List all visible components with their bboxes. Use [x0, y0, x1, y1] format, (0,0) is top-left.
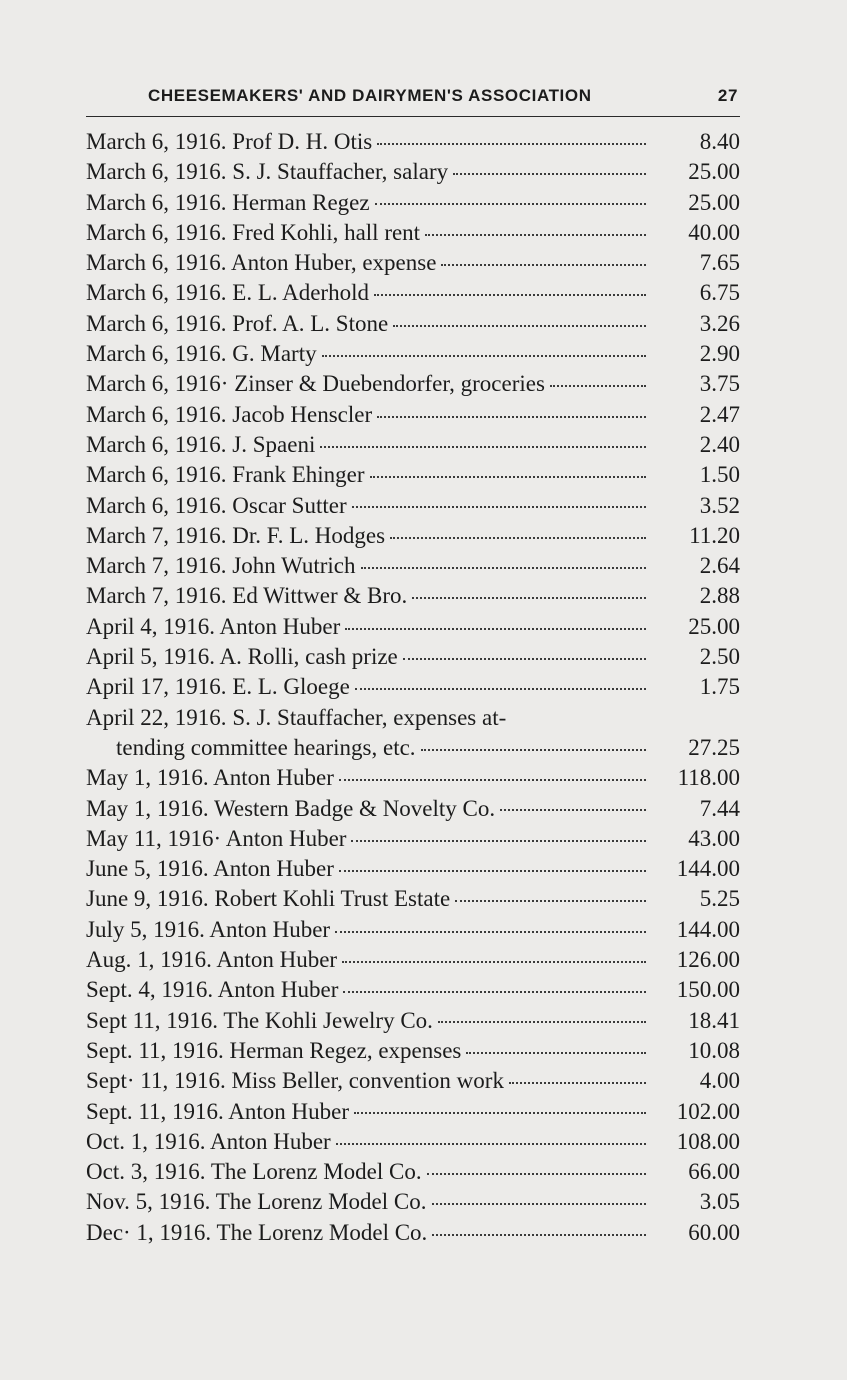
entry-payee: Anton Huber [228, 1098, 350, 1124]
entry-description [86, 1128, 331, 1156]
entry-amount: 3.52 [699, 492, 740, 518]
ledger-entry-line [86, 823, 740, 853]
running-head-title: CHEESEMAKERS' AND DAIRYMEN'S ASSOCIATION [148, 86, 592, 105]
entry-amount: 66.00 [688, 1159, 740, 1185]
dot-leader [466, 1035, 646, 1058]
entry-date: Dec· 1, 1916. [86, 1219, 212, 1245]
entry-amount: 2.90 [699, 341, 740, 367]
entry-date: March 6, 1916. [86, 250, 227, 276]
dot-leader [377, 126, 646, 149]
dot-leader [412, 580, 646, 603]
ledger-entry-line [86, 580, 740, 610]
ledger-entry [86, 823, 740, 853]
ledger-entry-line [86, 883, 740, 913]
ledger-entry-line [86, 641, 740, 671]
entry-date: March 6, 1916. [86, 492, 227, 518]
entry-payee: A. Rolli, cash prize [219, 644, 398, 670]
entry-amount: 3.75 [699, 371, 740, 397]
entry-payee: E. L. Aderhold [232, 280, 369, 306]
entry-amount: 2.88 [699, 583, 740, 609]
entry-payee: Frank Ehinger [232, 462, 365, 488]
entry-description [86, 1067, 504, 1095]
ledger-entry [86, 883, 740, 913]
ledger-entry [86, 338, 740, 368]
entry-payee: Anton Huber [225, 825, 347, 851]
ledger-entry [86, 1035, 740, 1065]
entry-date: April 17, 1916. [86, 674, 227, 700]
entry-payee: Anton Huber, expense [231, 250, 437, 276]
entry-amount: 60.00 [688, 1219, 740, 1245]
entry-continuation: tending committee hearings, etc. [116, 734, 416, 760]
entry-date: April 22, 1916. [86, 704, 227, 730]
entry-amount: 118.00 [677, 765, 740, 791]
entry-amount: 40.00 [688, 219, 740, 245]
entry-payee: Miss Beller, convention work [231, 1068, 504, 1094]
entry-description [86, 916, 330, 944]
entry-description [86, 189, 370, 217]
dot-leader [335, 914, 646, 937]
entry-date: Oct. 1, 1916. [86, 1128, 206, 1154]
entry-payee: The Lorenz Model Co. [216, 1219, 428, 1245]
ledger-entry [86, 187, 740, 217]
entry-amount: 25.00 [688, 613, 740, 639]
ledger-entry [86, 611, 740, 641]
entry-amount: 3.26 [699, 310, 740, 336]
entry-description [86, 764, 334, 792]
dot-leader [339, 853, 646, 876]
dot-leader [453, 156, 646, 179]
entry-payee: Fred Kohli, hall rent [232, 219, 421, 245]
entry-date: Sept. 11, 1916. [86, 1098, 224, 1124]
dot-leader [339, 762, 646, 785]
entry-amount: 144.00 [676, 916, 740, 942]
entry-amount: 5.25 [699, 886, 740, 912]
entry-date: Oct. 3, 1916. [86, 1159, 206, 1185]
entry-amount: 6.75 [699, 280, 740, 306]
ledger-entry [86, 277, 740, 307]
entry-date: Nov. 5, 1916. [86, 1189, 211, 1215]
entry-payee: S. J. Stauffacher, salary [232, 159, 449, 185]
ledger-entry-line [86, 490, 740, 520]
dot-leader [352, 490, 646, 513]
entry-description [86, 825, 346, 853]
ledger-entry [86, 217, 740, 247]
entry-payee: Herman Regez [232, 189, 370, 215]
entry-date: April 5, 1916. [86, 644, 216, 670]
ledger-entry [86, 1186, 740, 1216]
dot-leader [441, 247, 646, 270]
dot-leader [343, 974, 646, 997]
ledger-entry [86, 641, 740, 671]
entry-date: Sept. 11, 1916. [86, 1037, 224, 1063]
ledger-entry [86, 156, 740, 186]
dot-leader [361, 550, 646, 573]
ledger-entry-line [86, 1186, 740, 1216]
entry-date: Aug. 1, 1916. [86, 947, 212, 973]
entry-amount: 1.75 [699, 674, 740, 700]
entry-payee: Anton Huber [213, 765, 334, 791]
ledger-entry [86, 944, 740, 974]
entry-date: March 6, 1916. [86, 401, 227, 427]
entry-date: March 6, 1916. [86, 462, 227, 488]
page-number: 27 [717, 86, 738, 105]
entry-payee: John Wutrich [232, 553, 356, 579]
entry-payee: Herman Regez, expenses [229, 1037, 462, 1063]
ledger-entry-line [86, 187, 740, 217]
ledger-entry [86, 702, 740, 763]
entry-date: Sept 11, 1916. [86, 1007, 219, 1033]
entry-description [86, 673, 350, 701]
entry-payee: The Lorenz Model Co. [215, 1189, 427, 1215]
dot-leader [375, 187, 646, 210]
entry-payee: Zinser & Duebendorfer, groceries [234, 371, 545, 397]
entry-description [86, 704, 506, 732]
entry-payee: Anton Huber [219, 613, 341, 639]
entry-amount: 3.05 [699, 1189, 740, 1215]
dot-leader [550, 368, 646, 391]
entry-description [86, 1037, 461, 1065]
entry-description [86, 1219, 427, 1247]
entry-description [86, 128, 372, 156]
ledger-entry-line [86, 459, 740, 489]
entry-amount: 4.00 [699, 1068, 740, 1094]
entry-description [86, 401, 372, 429]
entry-payee: The Lorenz Model Co. [210, 1159, 422, 1185]
entry-payee: Western Badge & Novelty Co. [214, 795, 496, 821]
dot-leader [427, 1156, 646, 1179]
ledger-entry-line [86, 793, 740, 823]
entry-payee: Robert Kohli Trust Estate [214, 886, 451, 912]
entry-payee: Jacob Henscler [232, 401, 373, 427]
entry-description [86, 219, 420, 247]
entry-description [86, 795, 495, 823]
ledger-entry [86, 368, 740, 398]
ledger-entry-line [86, 308, 740, 338]
dot-leader [377, 399, 646, 422]
dot-leader [500, 793, 646, 816]
dot-leader [509, 1065, 646, 1088]
ledger-entry-line [86, 1005, 740, 1035]
dot-leader [432, 1186, 647, 1209]
ledger-entry [86, 1005, 740, 1035]
entry-date: July 5, 1916. [86, 916, 205, 942]
entry-description [86, 1098, 349, 1126]
entry-amount: 18.41 [688, 1007, 740, 1033]
ledger-entries [86, 126, 740, 1247]
entry-description [86, 279, 369, 307]
ledger-entry-line [86, 1217, 740, 1247]
entry-payee: Anton Huber [209, 1128, 331, 1154]
entry-date: March 6, 1916. [86, 280, 227, 306]
entry-date: June 5, 1916. [86, 856, 209, 882]
entry-date: March 7, 1916. [86, 553, 227, 579]
entry-amount: 11.20 [689, 522, 740, 548]
entry-date: May 1, 1916. [86, 795, 209, 821]
entry-amount: 1.50 [699, 462, 740, 488]
dot-leader [438, 1005, 646, 1028]
dot-leader [425, 217, 646, 240]
entry-date: March 6, 1916. [86, 159, 227, 185]
entry-date: March 7, 1916. [86, 583, 227, 609]
ledger-entry [86, 247, 740, 277]
entry-amount: 2.64 [699, 553, 740, 579]
dot-leader [393, 308, 646, 331]
entry-date: March 6, 1916. [86, 189, 227, 215]
ledger-entry-line [86, 1096, 740, 1126]
ledger-entry [86, 1217, 740, 1247]
ledger-entry-line [86, 156, 740, 186]
dot-leader [355, 671, 646, 694]
entry-amount: 2.40 [699, 431, 740, 457]
entry-date: May 1, 1916. [86, 765, 209, 791]
entry-payee: Anton Huber [217, 977, 339, 1003]
ledger-entry [86, 126, 740, 156]
ledger-entry [86, 762, 740, 792]
entry-amount: 27.25 [688, 734, 740, 760]
ledger-entry [86, 974, 740, 1004]
entry-date: Sept. 4, 1916. [86, 977, 214, 1003]
dot-leader [390, 520, 646, 543]
entry-amount: 25.00 [688, 189, 740, 215]
entry-amount: 2.47 [699, 401, 740, 427]
ledger-entry-line [86, 368, 740, 398]
dot-leader [345, 611, 646, 634]
ledger-entry-line [86, 277, 740, 307]
dot-leader [342, 944, 646, 967]
ledger-entry [86, 914, 740, 944]
ledger-entry [86, 853, 740, 883]
ledger-entry-line [86, 1126, 740, 1156]
entry-description [86, 946, 337, 974]
ledger-entry [86, 550, 740, 580]
ledger-entry-line [86, 247, 740, 277]
entry-amount: 126.00 [676, 947, 740, 973]
entry-description [86, 492, 347, 520]
entry-description [86, 885, 450, 913]
dot-leader [370, 459, 647, 482]
entry-date: March 6, 1916. [86, 129, 227, 154]
ledger-entry [86, 1126, 740, 1156]
dot-leader [322, 338, 646, 361]
dot-leader [421, 732, 646, 755]
entry-date: March 6, 1916. [86, 310, 227, 336]
entry-payee: Prof. A. L. Stone [232, 310, 389, 336]
entry-description [86, 613, 340, 641]
entry-description [86, 1158, 422, 1186]
entry-date: Sept· 11, 1916. [86, 1068, 226, 1094]
ledger-entry [86, 793, 740, 823]
dot-leader [351, 823, 646, 846]
entry-payee: Oscar Sutter [232, 492, 347, 518]
entry-payee: J. Spaeni [232, 431, 316, 457]
entry-date: March 6, 1916. [86, 219, 227, 245]
ledger-entry [86, 429, 740, 459]
dot-leader [403, 641, 646, 664]
entry-description [86, 310, 388, 338]
ledger-entry-line [86, 671, 740, 701]
entry-amount: 10.08 [688, 1037, 740, 1063]
ledger-entry-line [86, 550, 740, 580]
dot-leader [320, 429, 646, 452]
entry-amount: 102.00 [676, 1098, 740, 1124]
ledger-entry-line [86, 1156, 740, 1186]
ledger-entry-line [86, 611, 740, 641]
ledger-entry-line [86, 399, 740, 429]
entry-amount: 108.00 [676, 1128, 740, 1154]
entry-payee: The Kohli Jewelry Co. [223, 1007, 433, 1033]
dot-leader [455, 883, 646, 906]
entry-amount: 150.00 [676, 977, 740, 1003]
entry-amount: 7.65 [699, 250, 740, 276]
entry-description [86, 1188, 427, 1216]
entry-description [86, 582, 407, 610]
entry-date: March 6, 1916· [86, 371, 229, 397]
ledger-entry [86, 399, 740, 429]
ledger-entry [86, 308, 740, 338]
entry-description [86, 431, 315, 459]
entry-payee: Dr. F. L. Hodges [232, 522, 386, 548]
entry-description [86, 158, 448, 186]
ledger-entry-line [86, 1065, 740, 1095]
entry-amount: 2.50 [699, 644, 740, 670]
entry-amount: 144.00 [676, 856, 740, 882]
entry-payee: Ed Wittwer & Bro. [232, 583, 408, 609]
entry-description [86, 976, 338, 1004]
line-spacer [511, 702, 736, 725]
ledger-entry-line [86, 1035, 740, 1065]
entry-description [86, 370, 545, 398]
entry-description [86, 522, 385, 550]
entry-date: March 7, 1916. [86, 522, 227, 548]
entry-date: May 11, 1916· [86, 825, 222, 851]
entry-date: March 6, 1916. [86, 341, 227, 367]
dot-leader [374, 277, 646, 300]
dot-leader [336, 1126, 646, 1149]
ledger-entry [86, 1156, 740, 1186]
entry-description [86, 643, 398, 671]
entry-amount: 8.40 [699, 129, 740, 154]
ledger-entry-line [86, 429, 740, 459]
ledger-entry [86, 580, 740, 610]
entry-amount: 25.00 [688, 159, 740, 185]
entry-payee: Anton Huber [216, 947, 338, 973]
entry-payee: Prof D. H. Otis [232, 129, 373, 154]
ledger-entry-line [86, 217, 740, 247]
ledger-entry-line [86, 520, 740, 550]
ledger-entry-line [86, 853, 740, 883]
entry-payee: Anton Huber [213, 856, 334, 882]
entry-date: March 6, 1916. [86, 431, 227, 457]
ledger-entry-line [86, 762, 740, 792]
entry-payee: S. J. Stauffacher, expenses at- [232, 704, 507, 730]
ledger-entry-line [86, 914, 740, 944]
entry-description [86, 1007, 433, 1035]
entry-amount: 43.00 [688, 825, 740, 851]
entry-date: April 4, 1916. [86, 613, 216, 639]
ledger-entry [86, 1065, 740, 1095]
ledger-entry [86, 671, 740, 701]
entry-payee: E. L. Gloege [232, 674, 350, 700]
entry-description [86, 855, 334, 883]
ledger-entry [86, 520, 740, 550]
dot-leader [432, 1217, 646, 1240]
entry-payee: G. Marty [232, 341, 317, 367]
entry-description [86, 340, 317, 368]
entry-description [86, 552, 356, 580]
ledger-entry-line [86, 974, 740, 1004]
ledger-entry-line [86, 126, 740, 156]
entry-description [86, 461, 365, 489]
ledger-entry-line [86, 702, 740, 732]
entry-description [86, 249, 436, 277]
running-head [148, 86, 740, 112]
ledger-entry [86, 1096, 740, 1126]
ledger-entry-line [86, 338, 740, 368]
header-rule [86, 116, 740, 117]
ledger-entry [86, 490, 740, 520]
entry-amount: 7.44 [699, 795, 740, 821]
entry-payee: Anton Huber [209, 916, 331, 942]
entry-date: June 9, 1916. [86, 886, 209, 912]
dot-leader [354, 1096, 646, 1119]
ledger-entry-line [86, 944, 740, 974]
ledger-entry [86, 459, 740, 489]
ledger-entry-continuation-line [86, 732, 740, 762]
